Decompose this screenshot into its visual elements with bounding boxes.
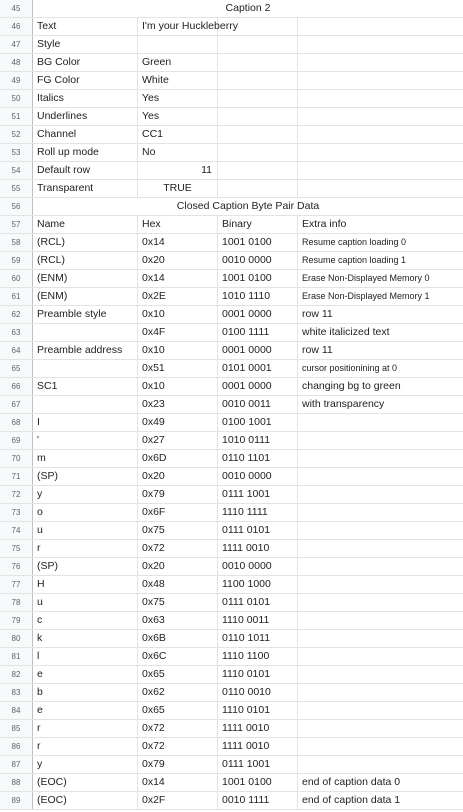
- name-cell[interactable]: (ENM): [33, 288, 138, 305]
- table-row: [0, 234, 463, 252]
- table-row: [0, 468, 463, 486]
- empty-cell[interactable]: [298, 54, 463, 71]
- empty-cell[interactable]: [218, 36, 298, 53]
- row-number[interactable]: 78: [0, 594, 33, 611]
- row-number[interactable]: 77: [0, 576, 33, 593]
- binary-cell[interactable]: 0001 0000: [218, 306, 298, 323]
- table-row: [0, 738, 463, 756]
- hex-cell[interactable]: 0x14: [138, 234, 218, 251]
- name-cell[interactable]: (RCL): [33, 252, 138, 269]
- table-row: [0, 792, 463, 810]
- name-cell[interactable]: r: [33, 738, 138, 755]
- property-value-cell[interactable]: [138, 36, 218, 53]
- property-name-cell[interactable]: Default row: [33, 162, 138, 179]
- name-cell[interactable]: Preamble address: [33, 342, 138, 359]
- name-cell[interactable]: (RCL): [33, 234, 138, 251]
- row-number[interactable]: 66: [0, 378, 33, 395]
- property-name-cell[interactable]: Italics: [33, 90, 138, 107]
- table-row: [0, 612, 463, 630]
- hex-cell[interactable]: 0x20: [138, 468, 218, 485]
- name-cell[interactable]: e: [33, 666, 138, 683]
- row-number[interactable]: 54: [0, 162, 33, 179]
- row-number[interactable]: 59: [0, 252, 33, 269]
- table-row: [0, 666, 463, 684]
- empty-cell[interactable]: [218, 126, 298, 143]
- extra-info-cell[interactable]: row 11: [302, 308, 333, 320]
- row-number[interactable]: 46: [0, 18, 33, 35]
- extra-info-cell[interactable]: [298, 756, 463, 773]
- property-name-cell[interactable]: Underlines: [33, 108, 138, 125]
- table-row: [0, 504, 463, 522]
- row-number[interactable]: 89: [0, 792, 33, 809]
- hex-cell[interactable]: 0x14: [138, 774, 218, 791]
- name-cell[interactable]: (SP): [33, 468, 138, 485]
- extra-info-cell[interactable]: [298, 504, 463, 521]
- row-number[interactable]: 74: [0, 522, 33, 539]
- hex-cell[interactable]: 0x75: [138, 522, 218, 539]
- row-number[interactable]: 79: [0, 612, 33, 629]
- hex-cell[interactable]: 0x20: [138, 252, 218, 269]
- name-cell[interactable]: e: [33, 702, 138, 719]
- property-value-cell[interactable]: White: [138, 72, 218, 89]
- table-row: [0, 288, 463, 306]
- row-number[interactable]: 63: [0, 324, 33, 341]
- table-row: [0, 180, 463, 198]
- property-name-cell[interactable]: BG Color: [33, 54, 138, 71]
- table-row: [0, 72, 463, 90]
- name-cell[interactable]: ': [33, 432, 138, 449]
- binary-cell[interactable]: 0010 0011: [218, 396, 298, 413]
- name-cell[interactable]: Preamble style: [33, 306, 138, 323]
- name-cell[interactable]: r: [33, 540, 138, 557]
- property-value-cell[interactable]: TRUE: [138, 180, 218, 197]
- extra-info-cell[interactable]: [298, 450, 463, 467]
- row-number[interactable]: 75: [0, 540, 33, 557]
- table-row: [0, 630, 463, 648]
- hex-cell[interactable]: 0x20: [138, 558, 218, 575]
- name-cell[interactable]: m: [33, 450, 138, 467]
- binary-cell[interactable]: 0010 1111: [218, 792, 298, 809]
- extra-info-cell[interactable]: white italicized text: [302, 326, 390, 338]
- extra-info-cell[interactable]: Erase Non-Displayed Memory 0: [302, 273, 430, 283]
- empty-cell[interactable]: [218, 18, 298, 35]
- table-row: [0, 144, 463, 162]
- hex-cell[interactable]: 0x51: [138, 360, 218, 377]
- binary-cell[interactable]: 1001 0100: [218, 234, 298, 251]
- empty-cell[interactable]: [218, 108, 298, 125]
- property-name-cell[interactable]: Text: [33, 18, 138, 35]
- table-row: [0, 684, 463, 702]
- table-row: [0, 306, 463, 324]
- table-row: [0, 756, 463, 774]
- hex-cell[interactable]: 0x62: [138, 684, 218, 701]
- extra-info-cell[interactable]: end of caption data 0: [302, 776, 401, 788]
- extra-info-cell[interactable]: [298, 612, 463, 629]
- name-cell[interactable]: y: [33, 486, 138, 503]
- extra-info-cell[interactable]: [298, 594, 463, 611]
- binary-cell[interactable]: 0111 1001: [218, 756, 298, 773]
- binary-cell[interactable]: 0100 1001: [218, 414, 298, 431]
- empty-cell[interactable]: [298, 90, 463, 107]
- row-number[interactable]: 55: [0, 180, 33, 197]
- name-cell[interactable]: (ENM): [33, 270, 138, 287]
- row-number[interactable]: 84: [0, 702, 33, 719]
- row-number[interactable]: 57: [0, 216, 33, 233]
- property-name-cell[interactable]: FG Color: [33, 72, 138, 89]
- hex-cell[interactable]: 0x79: [138, 486, 218, 503]
- name-cell[interactable]: l: [33, 648, 138, 665]
- name-cell[interactable]: o: [33, 504, 138, 521]
- binary-cell[interactable]: 1110 0011: [218, 612, 298, 629]
- property-value-cell[interactable]: Yes: [138, 108, 218, 125]
- table-row: [0, 594, 463, 612]
- extra-info-cell[interactable]: Resume caption loading 1: [302, 255, 407, 265]
- property-value-cell[interactable]: Yes: [138, 90, 218, 107]
- row-number[interactable]: 86: [0, 738, 33, 755]
- column-header-binary[interactable]: Binary: [218, 216, 298, 233]
- extra-info-cell[interactable]: changing bg to green: [302, 380, 401, 392]
- row-number[interactable]: 76: [0, 558, 33, 575]
- extra-info-cell[interactable]: [298, 720, 463, 737]
- row-number[interactable]: 64: [0, 342, 33, 359]
- table-row: [0, 162, 463, 180]
- row-number[interactable]: 45: [0, 0, 33, 17]
- row-number[interactable]: 58: [0, 234, 33, 251]
- row-number[interactable]: 82: [0, 666, 33, 683]
- hex-cell[interactable]: 0x79: [138, 756, 218, 773]
- extra-info-cell[interactable]: cursor positionining at 0: [302, 363, 398, 373]
- binary-cell[interactable]: 0010 0000: [218, 252, 298, 269]
- row-number[interactable]: 85: [0, 720, 33, 737]
- section-title-cell[interactable]: Closed Caption Byte Pair Data: [176, 200, 320, 212]
- row-number[interactable]: 68: [0, 414, 33, 431]
- name-cell[interactable]: (SP): [33, 558, 138, 575]
- extra-info-cell[interactable]: [298, 576, 463, 593]
- empty-cell[interactable]: [218, 90, 298, 107]
- name-cell[interactable]: c: [33, 612, 138, 629]
- extra-info-cell[interactable]: Resume caption loading 0: [302, 237, 407, 247]
- row-number[interactable]: 61: [0, 288, 33, 305]
- extra-info-cell[interactable]: [298, 414, 463, 431]
- table-row: [0, 378, 463, 396]
- name-cell[interactable]: I: [33, 414, 138, 431]
- extra-info-cell[interactable]: [298, 630, 463, 647]
- row-number[interactable]: 69: [0, 432, 33, 449]
- name-cell[interactable]: b: [33, 684, 138, 701]
- binary-cell[interactable]: 0100 1111: [218, 324, 298, 341]
- name-cell[interactable]: [33, 360, 138, 377]
- table-row: [0, 702, 463, 720]
- binary-cell[interactable]: 1001 0100: [218, 774, 298, 791]
- table-row: [0, 648, 463, 666]
- row-number[interactable]: 73: [0, 504, 33, 521]
- hex-cell[interactable]: 0x72: [138, 540, 218, 557]
- table-row: [0, 360, 463, 378]
- name-cell[interactable]: u: [33, 522, 138, 539]
- table-row: [0, 774, 463, 792]
- hex-cell[interactable]: 0x65: [138, 666, 218, 683]
- hex-cell[interactable]: 0x6B: [138, 630, 218, 647]
- table-row: [0, 540, 463, 558]
- table-row: [0, 396, 463, 414]
- row-number[interactable]: 56: [0, 198, 33, 215]
- name-cell[interactable]: H: [33, 576, 138, 593]
- name-cell[interactable]: [33, 324, 138, 341]
- property-value-cell[interactable]: I'm your Huckleberry: [138, 18, 218, 35]
- table-row: [0, 342, 463, 360]
- hex-cell[interactable]: 0x4F: [138, 324, 218, 341]
- binary-cell[interactable]: 0110 1011: [218, 630, 298, 647]
- row-number[interactable]: 50: [0, 90, 33, 107]
- table-row: [0, 36, 463, 54]
- column-header-hex[interactable]: Hex: [138, 216, 218, 233]
- table-row: [0, 0, 463, 18]
- row-number[interactable]: 88: [0, 774, 33, 791]
- extra-info-cell[interactable]: [298, 432, 463, 449]
- table-row: [0, 720, 463, 738]
- table-row: [0, 108, 463, 126]
- empty-cell[interactable]: [218, 144, 298, 161]
- table-row: [0, 90, 463, 108]
- binary-cell[interactable]: 1110 0101: [218, 702, 298, 719]
- row-number[interactable]: 51: [0, 108, 33, 125]
- binary-cell[interactable]: 1110 1111: [218, 504, 298, 521]
- property-value-cell[interactable]: Green: [138, 54, 218, 71]
- binary-cell[interactable]: 1010 0111: [218, 432, 298, 449]
- property-name-cell[interactable]: Transparent: [33, 180, 138, 197]
- hex-cell[interactable]: 0x27: [138, 432, 218, 449]
- name-cell[interactable]: u: [33, 594, 138, 611]
- row-number[interactable]: 67: [0, 396, 33, 413]
- binary-cell[interactable]: 1111 0010: [218, 720, 298, 737]
- extra-info-cell[interactable]: Erase Non-Displayed Memory 1: [302, 291, 430, 301]
- hex-cell[interactable]: 0x6C: [138, 648, 218, 665]
- binary-cell[interactable]: 1110 1100: [218, 648, 298, 665]
- row-number[interactable]: 53: [0, 144, 33, 161]
- binary-cell[interactable]: 0110 1101: [218, 450, 298, 467]
- empty-cell[interactable]: [218, 180, 298, 197]
- hex-cell[interactable]: 0x63: [138, 612, 218, 629]
- row-number[interactable]: 48: [0, 54, 33, 71]
- hex-cell[interactable]: 0x48: [138, 576, 218, 593]
- hex-cell[interactable]: 0x2F: [138, 792, 218, 809]
- extra-info-cell[interactable]: [298, 648, 463, 665]
- name-cell[interactable]: r: [33, 720, 138, 737]
- hex-cell[interactable]: 0x23: [138, 396, 218, 413]
- property-name-cell[interactable]: Style: [33, 36, 138, 53]
- binary-cell[interactable]: 1111 0010: [218, 540, 298, 557]
- table-row: [0, 324, 463, 342]
- row-number[interactable]: 52: [0, 126, 33, 143]
- hex-cell[interactable]: 0x72: [138, 720, 218, 737]
- empty-cell[interactable]: [218, 54, 298, 71]
- property-value-cell[interactable]: No: [138, 144, 218, 161]
- row-number[interactable]: 65: [0, 360, 33, 377]
- extra-info-cell[interactable]: with transparency: [302, 398, 385, 410]
- property-value-cell[interactable]: CC1: [138, 126, 218, 143]
- binary-cell[interactable]: 0110 0010: [218, 684, 298, 701]
- extra-info-cell[interactable]: [298, 522, 463, 539]
- binary-cell[interactable]: 0101 0001: [218, 360, 298, 377]
- hex-cell[interactable]: 0x6F: [138, 504, 218, 521]
- name-cell[interactable]: [33, 396, 138, 413]
- name-cell[interactable]: (EOC): [33, 792, 138, 809]
- extra-info-cell[interactable]: [298, 486, 463, 503]
- extra-info-cell[interactable]: [298, 666, 463, 683]
- binary-cell[interactable]: 0001 0000: [218, 378, 298, 395]
- binary-cell[interactable]: 1111 0010: [218, 738, 298, 755]
- binary-cell[interactable]: 0010 0000: [218, 468, 298, 485]
- column-header-name[interactable]: Name: [33, 216, 138, 233]
- empty-cell[interactable]: [298, 162, 463, 179]
- row-number[interactable]: 71: [0, 468, 33, 485]
- binary-cell[interactable]: 1100 1000: [218, 576, 298, 593]
- hex-cell[interactable]: 0x75: [138, 594, 218, 611]
- binary-cell[interactable]: 0111 1001: [218, 486, 298, 503]
- row-number[interactable]: 47: [0, 36, 33, 53]
- table-row: [0, 432, 463, 450]
- row-number[interactable]: 83: [0, 684, 33, 701]
- name-cell[interactable]: (EOC): [33, 774, 138, 791]
- table-row: [0, 198, 463, 216]
- row-number[interactable]: 72: [0, 486, 33, 503]
- name-cell[interactable]: SC1: [33, 378, 138, 395]
- table-row: [0, 18, 463, 36]
- table-row: [0, 126, 463, 144]
- empty-cell[interactable]: [298, 72, 463, 89]
- extra-info-cell[interactable]: [298, 540, 463, 557]
- extra-info-cell[interactable]: [298, 702, 463, 719]
- table-row: [0, 270, 463, 288]
- empty-cell[interactable]: [298, 126, 463, 143]
- extra-info-cell[interactable]: [298, 468, 463, 485]
- name-cell[interactable]: y: [33, 756, 138, 773]
- binary-cell[interactable]: 1001 0100: [218, 270, 298, 287]
- name-cell[interactable]: k: [33, 630, 138, 647]
- binary-cell[interactable]: 0111 0101: [218, 594, 298, 611]
- table-row: [0, 54, 463, 72]
- table-row: [0, 486, 463, 504]
- row-number[interactable]: 81: [0, 648, 33, 665]
- hex-cell[interactable]: 0x49: [138, 414, 218, 431]
- empty-cell[interactable]: [218, 72, 298, 89]
- empty-cell[interactable]: [298, 18, 463, 35]
- hex-cell[interactable]: 0x6D: [138, 450, 218, 467]
- table-row: [0, 522, 463, 540]
- empty-cell[interactable]: [298, 180, 463, 197]
- row-number[interactable]: 62: [0, 306, 33, 323]
- column-header-extra-info[interactable]: Extra info: [302, 218, 347, 230]
- binary-cell[interactable]: 0001 0000: [218, 342, 298, 359]
- extra-info-cell[interactable]: [298, 738, 463, 755]
- table-row: [0, 558, 463, 576]
- binary-cell[interactable]: 0111 0101: [218, 522, 298, 539]
- row-number[interactable]: 49: [0, 72, 33, 89]
- property-name-cell[interactable]: Roll up mode: [33, 144, 138, 161]
- property-name-cell[interactable]: Channel: [33, 126, 138, 143]
- hex-cell[interactable]: 0x65: [138, 702, 218, 719]
- section-title-cell[interactable]: Caption 2: [225, 2, 271, 14]
- binary-cell[interactable]: 1110 0101: [218, 666, 298, 683]
- row-number[interactable]: 70: [0, 450, 33, 467]
- extra-info-cell[interactable]: [298, 684, 463, 701]
- hex-cell[interactable]: 0x2E: [138, 288, 218, 305]
- extra-info-cell[interactable]: [298, 558, 463, 575]
- table-row: [0, 450, 463, 468]
- hex-cell[interactable]: 0x10: [138, 306, 218, 323]
- row-number[interactable]: 87: [0, 756, 33, 773]
- extra-info-cell[interactable]: row 11: [302, 344, 333, 356]
- table-row: [0, 576, 463, 594]
- row-number[interactable]: 80: [0, 630, 33, 647]
- empty-cell[interactable]: [298, 144, 463, 161]
- binary-cell[interactable]: 1010 1110: [218, 288, 298, 305]
- extra-info-cell[interactable]: end of caption data 1: [302, 794, 401, 806]
- hex-cell[interactable]: 0x10: [138, 342, 218, 359]
- row-number[interactable]: 60: [0, 270, 33, 287]
- binary-cell[interactable]: 0010 0000: [218, 558, 298, 575]
- table-row: [0, 414, 463, 432]
- empty-cell[interactable]: [298, 36, 463, 53]
- hex-cell[interactable]: 0x14: [138, 270, 218, 287]
- property-value-cell[interactable]: 11: [138, 162, 218, 179]
- table-row: [0, 252, 463, 270]
- empty-cell[interactable]: [298, 108, 463, 125]
- hex-cell[interactable]: 0x72: [138, 738, 218, 755]
- hex-cell[interactable]: 0x10: [138, 378, 218, 395]
- table-row: [0, 216, 463, 234]
- empty-cell[interactable]: [218, 162, 298, 179]
